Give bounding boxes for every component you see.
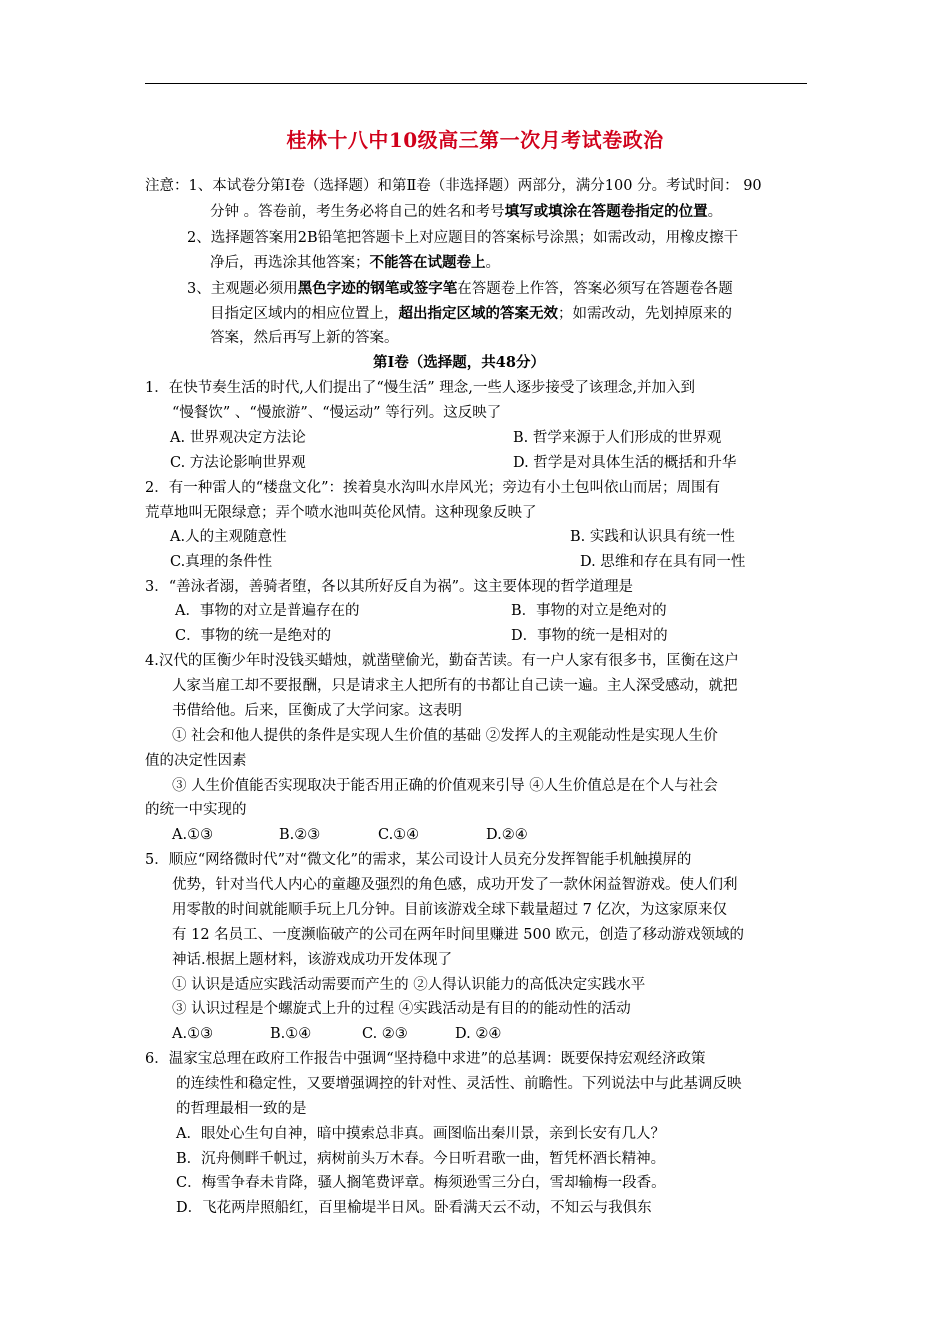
q4-statement: 的统一中实现的: [145, 802, 247, 818]
q6-option-c: C．梅雪争春未肯降，骚人搁笔费评章。梅须逊雪三分白，雪却输梅一段香。: [176, 1175, 666, 1191]
q5-stem: 5．顺应“网络微时代”对“微文化”的需求，某公司设计人员充分发挥智能手机触摸屏的: [145, 852, 692, 868]
q2-option-d: D. 思维和存在具有同一性: [580, 554, 746, 570]
q2-stem: 荒草地叫无限绿意；弄个喷水池叫英伦风情。这种现象反映了: [145, 505, 537, 521]
header-rule: [145, 83, 807, 84]
q4-statement: 值的决定性因素: [145, 753, 247, 769]
q2-option-c: C.真理的条件性: [170, 554, 273, 570]
q1-option-b: B. 哲学来源于人们形成的世界观: [513, 430, 722, 446]
notice-line-5: [187, 279, 733, 299]
notice-text: ；如需改动，先划掉原来的: [558, 306, 732, 322]
notice-bold: 填写或填涂在答题卷指定的位置: [504, 203, 708, 220]
q2-stem: 2．有一种雷人的“楼盘文化”：挨着臭水沟叫水岸风光；旁边有小土包叫依山而居；周围有: [145, 480, 721, 496]
q3-option-a: A．事物的对立是普遍存在的: [175, 603, 360, 619]
q3-option-b: B．事物的对立是绝对的: [511, 603, 667, 619]
notice-text: 目指定区域内的相应位置上，: [210, 306, 399, 322]
notice-text: 净后，再选涂其他答案；: [210, 255, 370, 271]
q4-statement: ③ 人生价值能否实现取决于能否用正确的价值观来引导 ④人生价值总是在个人与社会: [172, 778, 718, 794]
notice-bold: 不能答在试题卷上: [369, 254, 486, 271]
q4-stem: 书借给他。后来，匡衡成了大学问家。这表明: [172, 703, 462, 719]
q3-stem: 3．“善泳者溺，善骑者堕，各以其所好反自为祸”。这主要体现的哲学道理是: [145, 579, 634, 595]
q1-option-c: C. 方法论影响世界观: [170, 455, 306, 471]
exam-title: 桂林十八中10级高三第一次月考试卷政治: [286, 128, 664, 152]
q1-stem: 1．在快节奏生活的时代,人们提出了“慢生活” 理念,一些人逐步接受了该理念,并加入到: [145, 380, 695, 396]
section-title: 第Ⅰ卷（选择题，共48分）: [373, 354, 545, 371]
q5-option-a: A.①③: [172, 1026, 214, 1042]
notice-line-6: [210, 304, 732, 324]
notice-text: 在答题卷上作答，答案必须写在答题卷各题: [457, 281, 733, 297]
q5-option-c: C. ②③: [362, 1026, 408, 1042]
q4-stem: 人家当雇工却不要报酬，只是请求主人把所有的书都让自己读一遍。主人深受感动，就把: [172, 678, 738, 694]
q4-option-c: C.①④: [378, 827, 420, 843]
q6-option-a: A．眼处心生句自神，暗中摸索总非真。画图临出秦川景，亲到长安有几人？: [176, 1126, 665, 1142]
q6-stem: 的哲理最相一致的是: [176, 1101, 307, 1117]
q2-option-b: B. 实践和认识具有统一性: [570, 529, 735, 545]
q1-option-a: A. 世界观决定方法论: [170, 430, 306, 446]
q4-stem: 4.汉代的匡衡少年时没钱买蜡烛，就凿壁偷光，勤奋苦读。有一户人家有很多书，匡衡在这户: [145, 653, 739, 669]
notice-bold: 黑色字迹的钢笔或签字笔: [297, 280, 458, 297]
q4-option-d: D.②④: [486, 827, 528, 843]
q4-statement: ① 社会和他人提供的条件是实现人生价值的基础 ②发挥人的主观能动性是实现人生价: [172, 728, 718, 744]
notice-line-3: 2、选择题答案用2B铅笔把答题卡上对应题目的答案标号涂黑；如需改动，用橡皮擦干: [187, 230, 739, 246]
q5-stem: 优势，针对当代人内心的童趣及强烈的角色感，成功开发了一款休闲益智游戏。使人们利: [172, 877, 738, 893]
q5-option-d: D. ②④: [455, 1026, 502, 1042]
q5-statement: ① 认识是适应实践活动需要而产生的 ②人得认识能力的高低决定实践水平: [172, 977, 646, 993]
q4-option-a: A.①③: [172, 827, 214, 843]
notice-text: 分钟 。答卷前，考生务必将自己的姓名和考号: [210, 204, 505, 220]
notice-text: 。: [707, 204, 723, 220]
notice-line-1: 注意：1、本试卷分第Ⅰ卷（选择题）和第Ⅱ卷（非选择题）两部分，满分100 分。考试时间： 90: [145, 178, 762, 194]
notice-text: 3、主观题必须用: [187, 281, 298, 297]
q6-stem: 的连续性和稳定性，又要增强调控的针对性、灵活性、前瞻性。下列说法中与此基调反映: [176, 1076, 742, 1092]
q5-stem: 神话.根据上题材料，该游戏成功开发体现了: [172, 952, 453, 968]
notice-line-7: 答案，然后再写上新的答案。: [210, 330, 399, 346]
q6-option-d: D．飞花两岸照船红，百里榆堤半日风。卧看满天云不动，不知云与我俱东: [176, 1200, 652, 1216]
notice-line-4: [210, 253, 500, 273]
notice-line-2: [210, 202, 722, 222]
q5-stem: 用零散的时间就能顺手玩上几分钟。目前该游戏全球下载量超过 7 亿次，为这家原来仅: [172, 902, 727, 918]
q5-stem: 有 12 名员工、一度濒临破产的公司在两年时间里赚进 500 欧元，创造了移动游戏领域的: [172, 927, 745, 943]
q5-option-b: B.①④: [270, 1026, 312, 1042]
q6-stem: 6．温家宝总理在政府工作报告中强调“坚持稳中求进”的总基调：既要保持宏观经济政策: [145, 1051, 706, 1067]
q1-option-d: D. 哲学是对具体生活的概括和升华: [513, 455, 737, 471]
q6-option-b: B．沉舟侧畔千帆过，病树前头万木春。今日听君歌一曲，暂凭杯酒长精神。: [176, 1151, 666, 1167]
q3-option-d: D．事物的统一是相对的: [511, 628, 668, 644]
q4-option-b: B.②③: [279, 827, 321, 843]
notice-text: 。: [485, 255, 500, 271]
q2-option-a: A.人的主观随意性: [170, 529, 287, 545]
q3-option-c: C．事物的统一是绝对的: [175, 628, 332, 644]
notice-bold: 超出指定区域的答案无效: [398, 305, 558, 322]
q1-stem: “慢餐饮” 、“慢旅游”、“慢运动” 等行列。这反映了: [172, 405, 502, 421]
q5-statement: ③ 认识过程是个螺旋式上升的过程 ④实践活动是有目的的能动性的活动: [172, 1001, 631, 1017]
